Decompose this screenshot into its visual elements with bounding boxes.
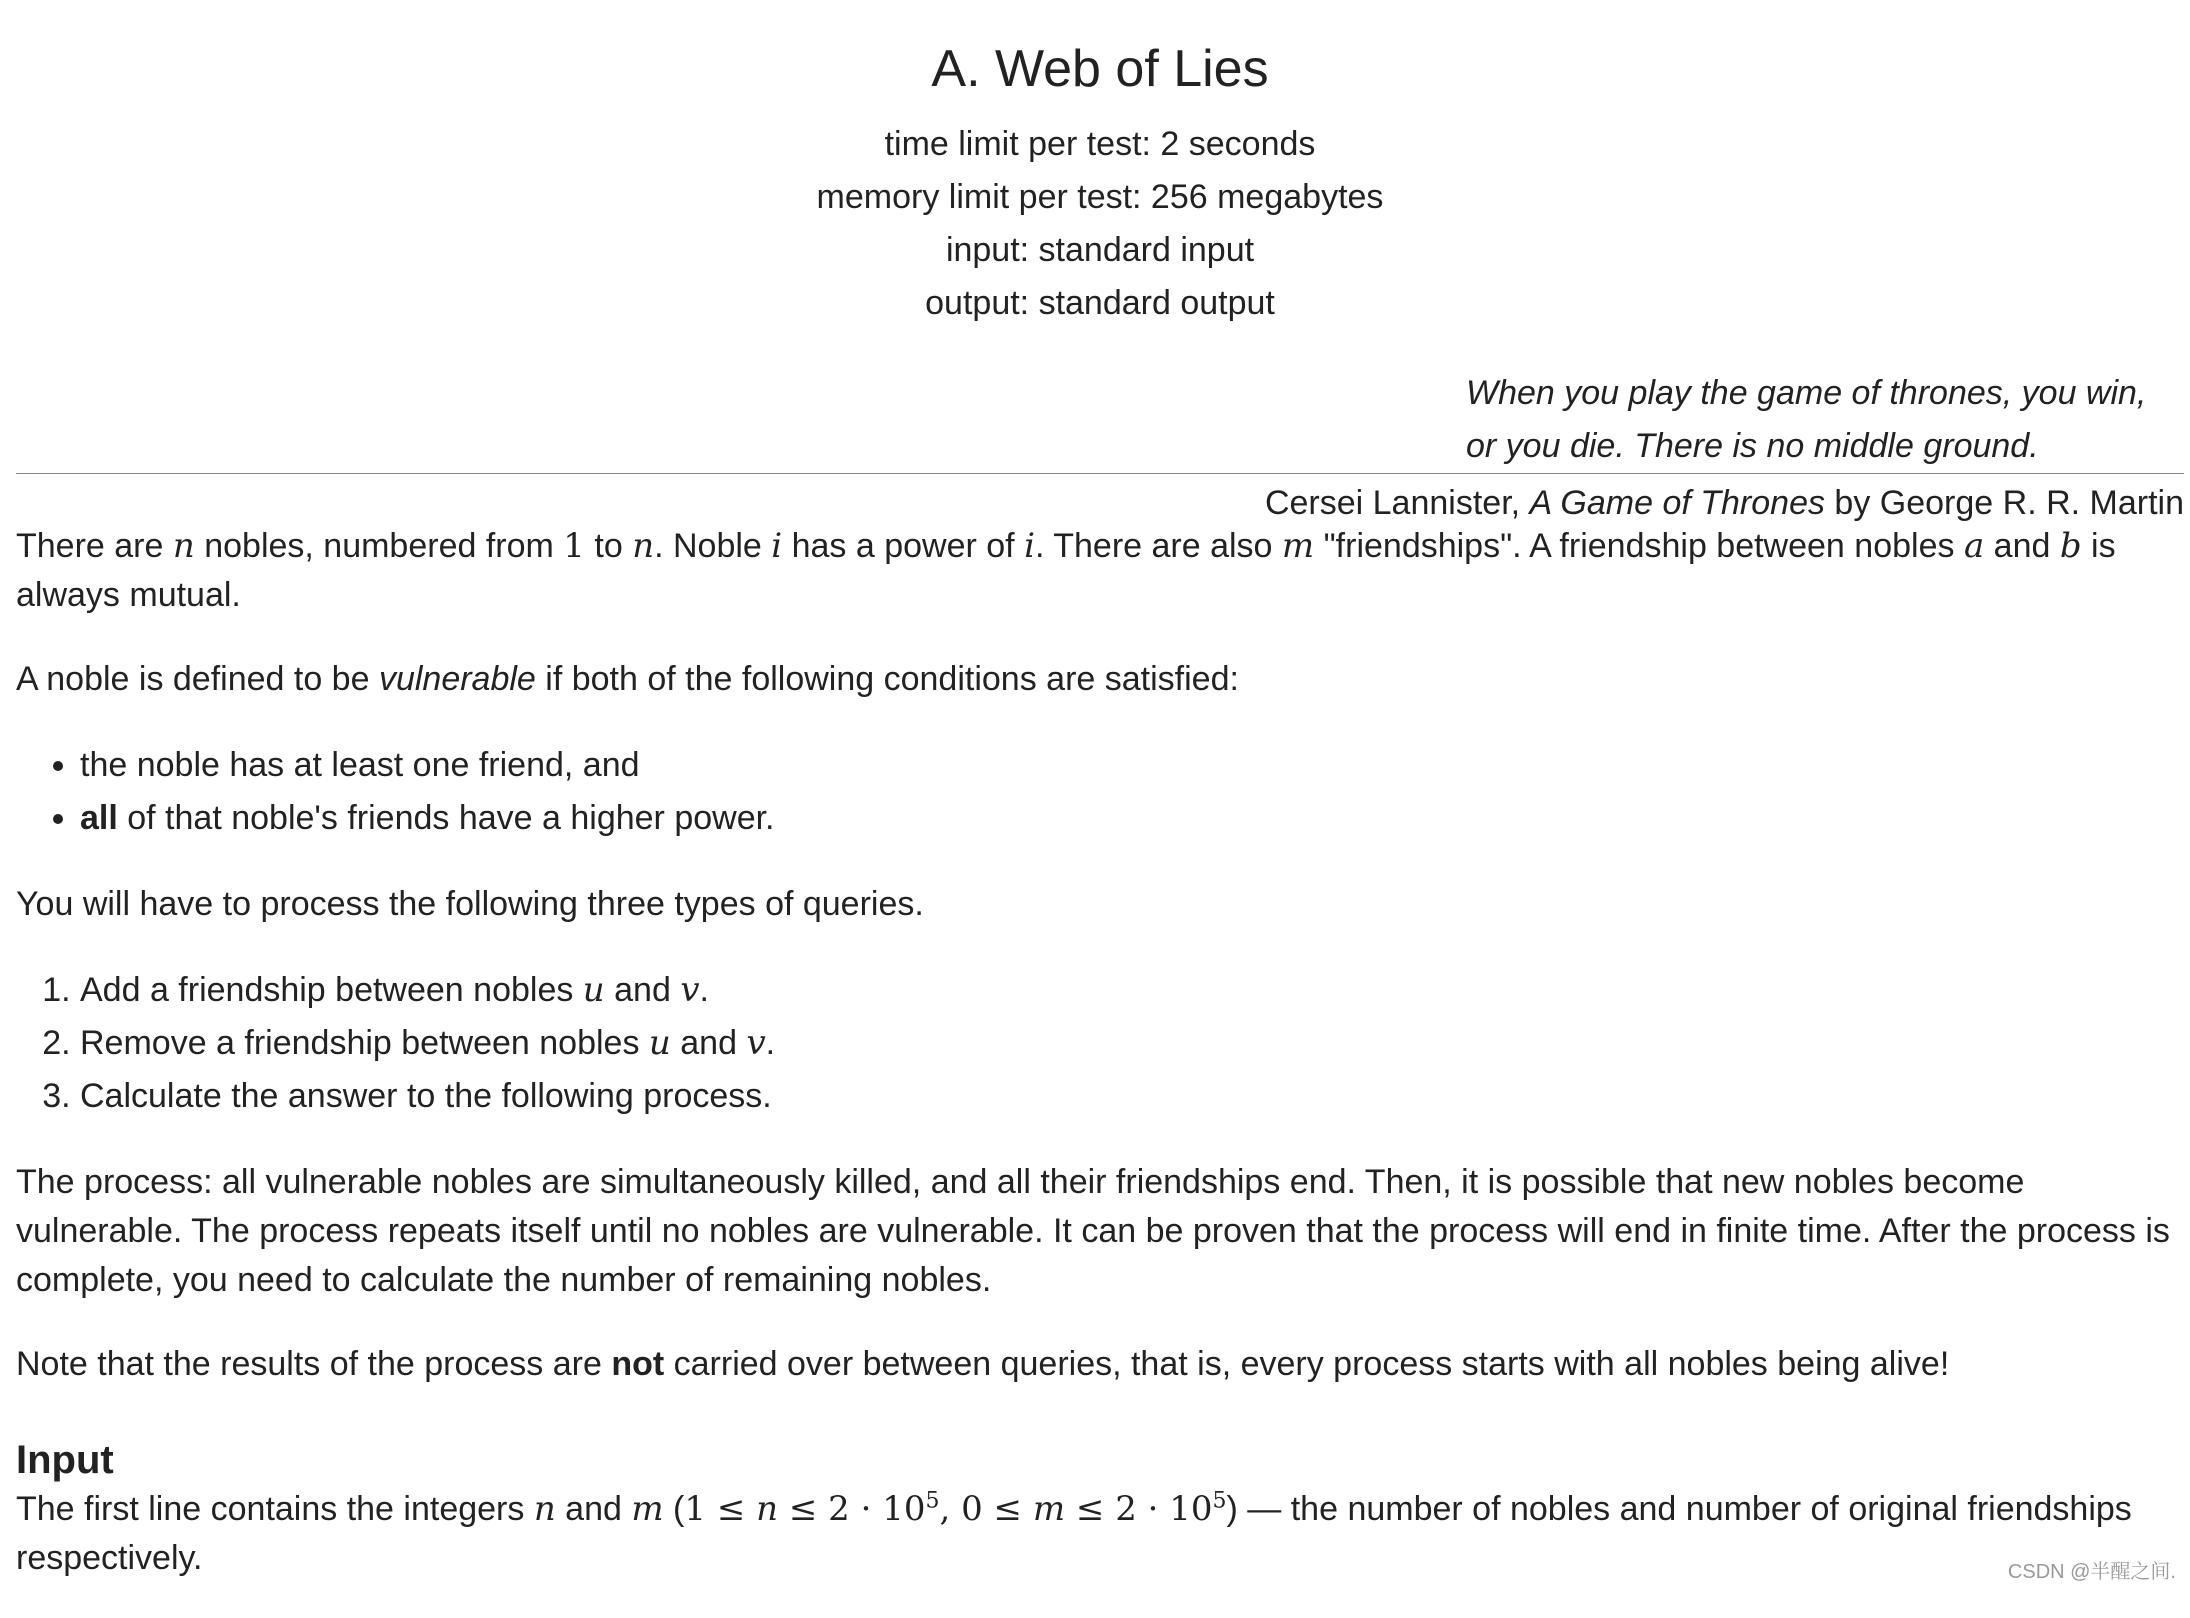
- query-item: [80, 964, 2184, 1017]
- math-v: v: [746, 1023, 766, 1063]
- math-exponent: 5: [1212, 1488, 1227, 1514]
- math-exponent: 5: [925, 1488, 940, 1514]
- text: and: [670, 1024, 747, 1062]
- text: if both of the following conditions are satisfied:: [535, 660, 1239, 698]
- text: (: [663, 1490, 685, 1528]
- memory-limit: memory limit per test: 256 megabytes: [816, 178, 1384, 216]
- epigraph-citation: [16, 474, 2184, 532]
- problem-statement: [16, 522, 2184, 1583]
- text: of that noble's friends have a higher power.: [117, 799, 775, 837]
- input-section-title: Input: [16, 1438, 114, 1482]
- statement-paragraph-5: [16, 1340, 2184, 1389]
- math-b: b: [2059, 526, 2082, 566]
- math-m: m: [1032, 1489, 1066, 1529]
- text: .: [765, 1024, 776, 1062]
- math-constraint: 0 ≤: [961, 1489, 1033, 1529]
- math-constraint: ≤ 2 · 10: [778, 1489, 926, 1529]
- query-item: [80, 1017, 2184, 1070]
- math-n: n: [533, 1489, 556, 1529]
- problem-page: [16, 0, 2184, 1618]
- cite-by: by George R. R. Martin: [1824, 484, 2184, 522]
- input-type: input: standard input: [945, 231, 1255, 269]
- text: carried over between queries, that is, every process starts with all nobles being alive!: [664, 1345, 1950, 1383]
- math-i: i: [1024, 526, 1035, 566]
- text: Add a friendship between nobles: [80, 971, 583, 1009]
- text: Calculate the answer to the following process.: [80, 1077, 772, 1115]
- queries-list: [16, 964, 2184, 1123]
- statement-paragraph-1: [16, 522, 2184, 620]
- text: and: [1984, 527, 2060, 565]
- text: and: [555, 1490, 632, 1528]
- epigraph: [16, 367, 2184, 532]
- bold-not: not: [611, 1345, 665, 1383]
- text: "friendships". A friendship between nobles: [1314, 527, 1964, 565]
- cite-author: Cersei Lannister,: [1264, 484, 1530, 522]
- statement-paragraph-3: You will have to process the following three types of queries.: [16, 885, 924, 923]
- math-v: v: [680, 970, 700, 1010]
- statement-paragraph-2: [16, 655, 2184, 704]
- math-u: u: [582, 970, 605, 1010]
- query-item: [80, 1070, 2184, 1123]
- text: — the number of nobles and number of original friendships respectively.: [16, 1490, 2132, 1577]
- bold-all: all: [80, 799, 118, 837]
- math-m: m: [631, 1489, 664, 1529]
- text: ): [1226, 1490, 1238, 1528]
- time-limit: time limit per test: 2 seconds: [884, 125, 1316, 163]
- epigraph-quote: [1466, 367, 2184, 473]
- emphasis-vulnerable: vulnerable: [378, 660, 536, 698]
- statement-paragraph-4: The process: all vulnerable nobles are simultaneously killed, and all their friendships end. Then, it is possible that new nobles become vulnerable. The process repeats itself until no nobles are vulnerable. It can be proven that the process will end in finite time. After the process is complete, you need to calculate the number of remaining nobles.: [16, 1163, 2170, 1299]
- problem-title: A. Web of Lies: [931, 40, 1269, 98]
- math-one: 1: [563, 526, 585, 566]
- text: A noble is defined to be: [16, 660, 379, 698]
- epigraph-line-1: When you play the game of thrones, you win,: [1466, 374, 2147, 412]
- math-n: n: [632, 526, 655, 566]
- problem-header: [16, 38, 2184, 330]
- text: .: [699, 971, 709, 1009]
- math-constraint: ≤ 2 · 10: [1065, 1489, 1213, 1529]
- math-n: n: [756, 1489, 779, 1529]
- condition-item: [80, 792, 2184, 845]
- text: and: [604, 971, 681, 1009]
- text: . There are also: [1034, 527, 1282, 565]
- watermark: CSDN @半醒之间.: [2007, 1561, 2176, 1583]
- text: has a power of: [782, 527, 1025, 565]
- math-a: a: [1963, 526, 1985, 566]
- math-u: u: [648, 1023, 671, 1063]
- text: nobles, numbered from: [194, 527, 564, 565]
- math-n: n: [172, 526, 195, 566]
- math-i: i: [771, 526, 783, 566]
- text: Note that the results of the process are: [16, 1345, 612, 1383]
- text: . Noble: [654, 527, 772, 565]
- epigraph-line-2: or you die. There is no middle ground.: [1466, 427, 2039, 465]
- math-separator: ,: [939, 1489, 962, 1529]
- text: is always mutual.: [16, 527, 2116, 614]
- text: The first line contains the integers: [16, 1490, 534, 1528]
- output-type: output: standard output: [925, 284, 1275, 322]
- text: the noble has at least one friend, and: [80, 746, 640, 784]
- text: Remove a friendship between nobles: [80, 1024, 649, 1062]
- text: There are: [16, 527, 173, 565]
- problem-limits: [16, 118, 2184, 330]
- math-constraint: 1 ≤: [684, 1489, 757, 1529]
- text: to: [584, 527, 633, 565]
- cite-work: A Game of Thrones: [1529, 484, 1825, 522]
- input-section-text: [16, 1485, 2184, 1583]
- math-m: m: [1281, 526, 1315, 566]
- conditions-list: [16, 739, 2184, 845]
- condition-item: [80, 739, 2184, 792]
